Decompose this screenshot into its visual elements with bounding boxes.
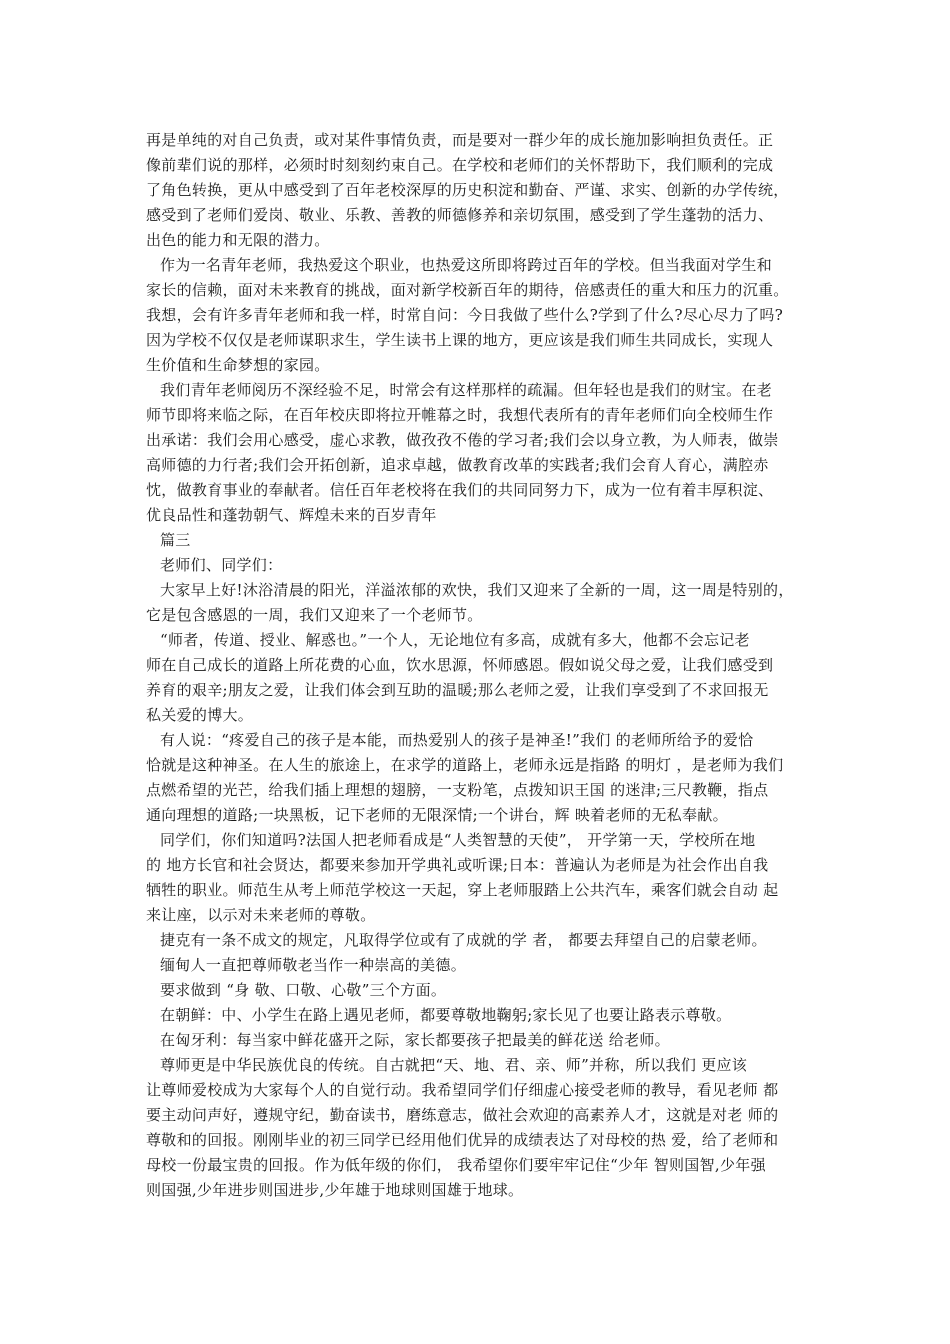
- text-line: 牺牲的职业。师范生从考上师范学校这一天起，穿上老师服踏上公共汽车，乘客们就会自动 起: [146, 881, 779, 899]
- paragraph-start: 大家早上好!沐浴清晨的阳光，洋溢浓郁的欢快，我们又迎来了全新的一周，这一周是特别的，: [160, 581, 794, 599]
- paragraph-start: 作为一名青年老师，我热爱这个职业，也热爱这所即将跨过百年的学校。但当我面对学生和: [160, 256, 773, 274]
- text-line: 师节即将来临之际，在百年校庆即将拉开帷幕之时，我想代表所有的青年老师们向全校师生作: [146, 406, 774, 424]
- text-line: 让尊师爱校成为大家每个人的自觉行动。我希望同学们仔细虚心接受老师的教导，看见老师 都: [146, 1081, 779, 1099]
- text-line: 生价值和生命梦想的家园。: [146, 356, 330, 374]
- text-line: 感受到了老师们爱岗、敬业、乐教、善教的师德修养和亲切氛围，感受到了学生蓬勃的活力、: [146, 206, 774, 224]
- paragraph-start: 缅甸人一直把尊师敬老当作一种崇高的美德。: [160, 956, 467, 974]
- text-line: 我想，会有许多青年老师和我一样，时常自问：今日我做了些什么?学到了什么?尽心尽力了吗?: [146, 306, 784, 324]
- text-line: 因为学校不仅仅是老师谋职求生，学生读书上课的地方，更应该是我们师生共同成长，实现人: [146, 331, 774, 349]
- paragraph-start: 要求做到 “身 敬、口敬、心敬”三个方面。: [160, 981, 447, 999]
- salutation: 老师们、同学们：: [160, 556, 283, 574]
- text-line: 出色的能力和无限的潜力。: [146, 231, 330, 249]
- paragraph-start: 在匈牙利：每当家中鲜花盛开之际，家长都要孩子把最美的鲜花送 给老师。: [160, 1031, 670, 1049]
- text-line: 它是包含感恩的一周，我们又迎来了一个老师节。: [146, 606, 483, 624]
- text-line: 的 地方长官和社会贤达，都要来参加开学典礼或听课;日本：普遍认为老师是为社会作出自我: [146, 856, 769, 874]
- paragraph-start: 捷克有一条不成文的规定，凡取得学位或有了成就的学 者， 都要去拜望自己的启蒙老师。: [160, 931, 767, 949]
- text-line: 要主动问声好，遵规守纪，勤奋读书，磨练意志，做社会欢迎的高素养人才，这就是对老 师的: [146, 1106, 779, 1124]
- text-line: 高师德的力行者;我们会开拓创新，追求卓越，做教育改革的实践者;我们会育人育心，满腔赤: [146, 456, 769, 474]
- paragraph-start: 在朝鲜：中、小学生在路上遇见老师，都要尊敬地鞠躬;家长见了也要让路表示尊敬。: [160, 1006, 732, 1024]
- text-line: 恰就是这种神圣。在人生的旅途上，在求学的道路上，老师永远是指路 的明灯 ，是老师为我们: [146, 756, 784, 774]
- text-line: 优良品性和蓬勃朝气、辉煌未来的百岁青年: [146, 506, 437, 524]
- paragraph-start: 我们青年老师阅历不深经验不足，时常会有这样那样的疏漏。但年轻也是我们的财宝。在老: [160, 381, 773, 399]
- text-line: 点燃希望的光芒，给我们插上理想的翅膀，一支粉笔，点拨知识王国 的迷津;三尺教鞭，指点: [146, 781, 769, 799]
- text-line: 尊敬和的回报。刚刚毕业的初三同学已经用他们优异的成绩表达了对母校的热 爱，给了老师和: [146, 1131, 779, 1149]
- text-line: 则国强,少年进步则国进步,少年雄于地球则国雄于地球。: [146, 1181, 524, 1199]
- paragraph-start: 尊师更是中华民族优良的传统。自古就把“天、地、君、亲、师”并称，所以我们 更应该: [160, 1056, 748, 1074]
- section-heading: 篇三: [160, 531, 191, 549]
- text-line: 通向理想的道路;一块黑板，记下老师的无限深情;一个讲台，辉 映着老师的无私奉献。: [146, 806, 728, 824]
- text-line: 师在自己成长的道路上所花费的心血，饮水思源，怀师感恩。假如说父母之爱，让我们感受到: [146, 656, 774, 674]
- text-line: 养育的艰辛;朋友之爱，让我们体会到互助的温暖;那么老师之爱，让我们享受到了不求回报无: [146, 681, 769, 699]
- text-line: 家长的信赖，面对未来教育的挑战，面对新学校新百年的期待，倍感责任的重大和压力的沉重。: [146, 281, 789, 299]
- text-line: 私关爱的博大。: [146, 706, 254, 724]
- text-line: 出承诺：我们会用心感受，虚心求教，做孜孜不倦的学习者;我们会以身立教，为人师表，做崇: [146, 431, 779, 449]
- text-line: 忱，做教育事业的奉献者。信任百年老校将在我们的共同同努力下，成为一位有着丰厚积淀、: [146, 481, 774, 499]
- text-line: 母校一份最宝贵的回报。作为低年级的你们， 我希望你们要牢牢记住“少年 智则国智,少年强: [146, 1156, 766, 1174]
- paragraph-start: 有人说：“疼爱自己的孩子是本能，而热爱别人的孩子是神圣!”我们 的老师所给予的爱恰: [160, 731, 754, 749]
- paragraph-start: 同学们，你们知道吗?法国人把老师看成是“人类智慧的天使”， 开学第一天，学校所在地: [160, 831, 756, 849]
- text-line: 像前辈们说的那样，必须时时刻刻约束自己。在学校和老师们的关怀帮助下，我们顺利的完成: [146, 156, 774, 174]
- text-line: 来让座，以示对未来老师的尊敬。: [146, 906, 376, 924]
- text-line: 再是单纯的对自己负责，或对某件事情负责，而是要对一群少年的成长施加影响担负责任。正: [146, 131, 774, 149]
- text-line: 了角色转换，更从中感受到了百年老校深厚的历史积淀和勤奋、严谨、求实、创新的办学传统，: [146, 181, 789, 199]
- paragraph-start: “师者，传道、授业、解惑也。”一个人，无论地位有多高，成就有多大，他都不会忘记老: [160, 631, 750, 649]
